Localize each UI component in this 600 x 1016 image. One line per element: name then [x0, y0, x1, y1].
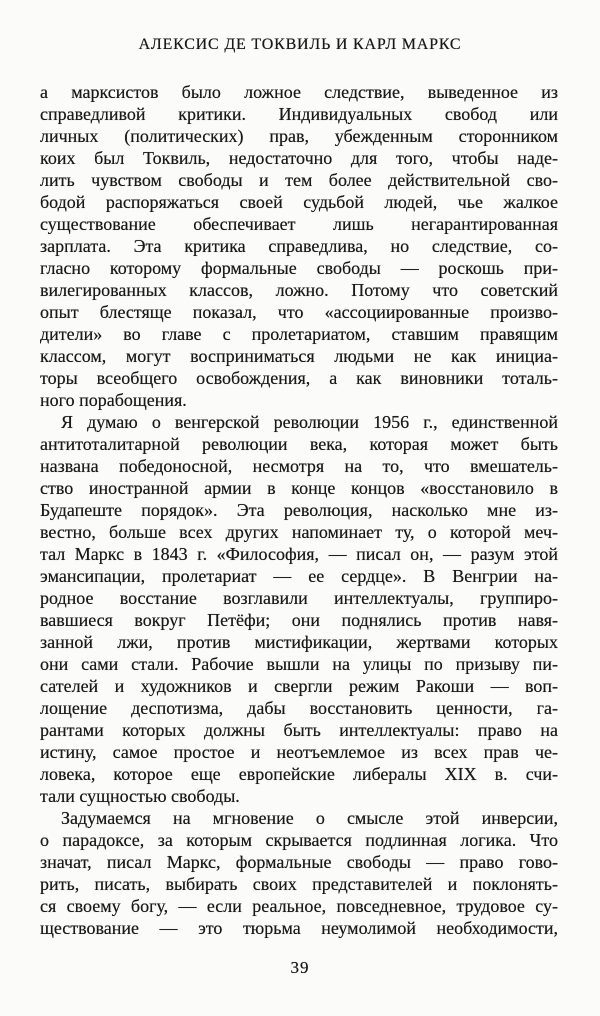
text-line: рить, писать, выбирать своих представителей и поклонять-	[40, 874, 558, 894]
text-line: ся своему богу, — если реальное, повседневное, трудовое су-	[40, 896, 558, 916]
text-line: истину, самое простое и неотъемлемое из всех прав че-	[40, 742, 558, 762]
text-line: о парадоксе, за которым скрывается подлинная логика. Что	[40, 830, 558, 850]
text-line: а марксистов было ложное следствие, выведенное из	[40, 82, 558, 102]
text-line: ного порабощения.	[40, 390, 187, 410]
text-line: дители» во главе с пролетариатом, ставшим правящим	[40, 324, 558, 344]
text-line: торы всеобщего освобождения, а как виновники тоталь-	[40, 368, 558, 388]
text-line: гласно которому формальные свободы — роскошь при-	[40, 258, 558, 278]
text-line: бодой распоряжаться своей судьбой людей, чье жалкое	[40, 192, 558, 212]
text-line: тали сущностью свободы.	[40, 786, 240, 806]
text-line: значат, писал Маркс, формальные свободы — право гово-	[40, 852, 558, 872]
text-line: названа победоносной, несмотря на то, что вмешатель-	[40, 456, 558, 476]
paragraph	[40, 81, 558, 411]
page-number: 39	[290, 958, 310, 977]
text-line: сателей и художников и свергли режим Ракоши — воп-	[40, 676, 558, 696]
text-line: ство иностранной армии в конце концов «восстановило в	[40, 478, 558, 498]
text-line: личных (политических) прав, убежденным сторонником	[40, 126, 558, 146]
text-line: тал Маркс в 1843 г. «Философия, — писал он, — разум этой	[40, 544, 558, 564]
text-line: ществование — это тюрьма неумолимой необходимости,	[40, 918, 558, 938]
text-line: родное восстание возглавили интеллектуалы, группиро-	[40, 588, 558, 608]
text-line: Задумаемся на мгновение о смысле этой инверсии,	[61, 808, 558, 828]
text-line: Я думаю о венгерской революции 1956 г., единственной	[61, 412, 558, 432]
text-line: вилегированных классов, ложно. Потому что советский	[40, 280, 558, 300]
text-line: антитоталитарной революции века, которая может быть	[40, 434, 558, 454]
page-title: АЛЕКСИС ДЕ ТОКВИЛЬ И КАРЛ МАРКС	[138, 36, 462, 53]
text-line: лить чувством свободы и тем более действительной сво-	[40, 170, 558, 190]
text-line: вавшиеся вокруг Петёфи; они поднялись против навя-	[40, 610, 558, 630]
text-line: справедливой критики. Индивидуальных свобод или	[40, 104, 558, 124]
text-line: рантами которых должны быть интеллектуалы: право на	[40, 720, 558, 740]
text-line: Будапеште порядок». Эта революция, насколько мне из-	[40, 500, 558, 520]
text-line: зарплата. Эта критика справедлива, но следствие, со-	[40, 236, 558, 256]
text-line: коих был Токвиль, недостаточно для того, чтобы наде-	[40, 148, 558, 168]
text-line: вестно, больше всех других напоминает ту, о которой меч-	[40, 522, 558, 542]
text-line: опыт блестяще показал, что «ассоциированные произво-	[40, 302, 558, 322]
paragraph	[40, 411, 558, 807]
body-text	[40, 81, 558, 939]
text-line: занной лжи, против мистификации, жертвами которых	[40, 632, 558, 652]
text-line: классом, могут восприниматься людьми не как инициа-	[40, 346, 558, 366]
text-line: они сами стали. Рабочие вышли на улицы по призыву пи-	[40, 654, 558, 674]
text-line: существование обеспечивает лишь негарантированная	[40, 214, 558, 234]
text-line: эмансипации, пролетариат — ее сердце». В Венгрии на-	[40, 566, 558, 586]
text-line: ловека, которое еще европейские либералы XIX в. счи-	[40, 764, 558, 784]
paragraph	[40, 807, 558, 939]
text-line: лощение деспотизма, дабы восстановить ценности, га-	[40, 698, 558, 718]
